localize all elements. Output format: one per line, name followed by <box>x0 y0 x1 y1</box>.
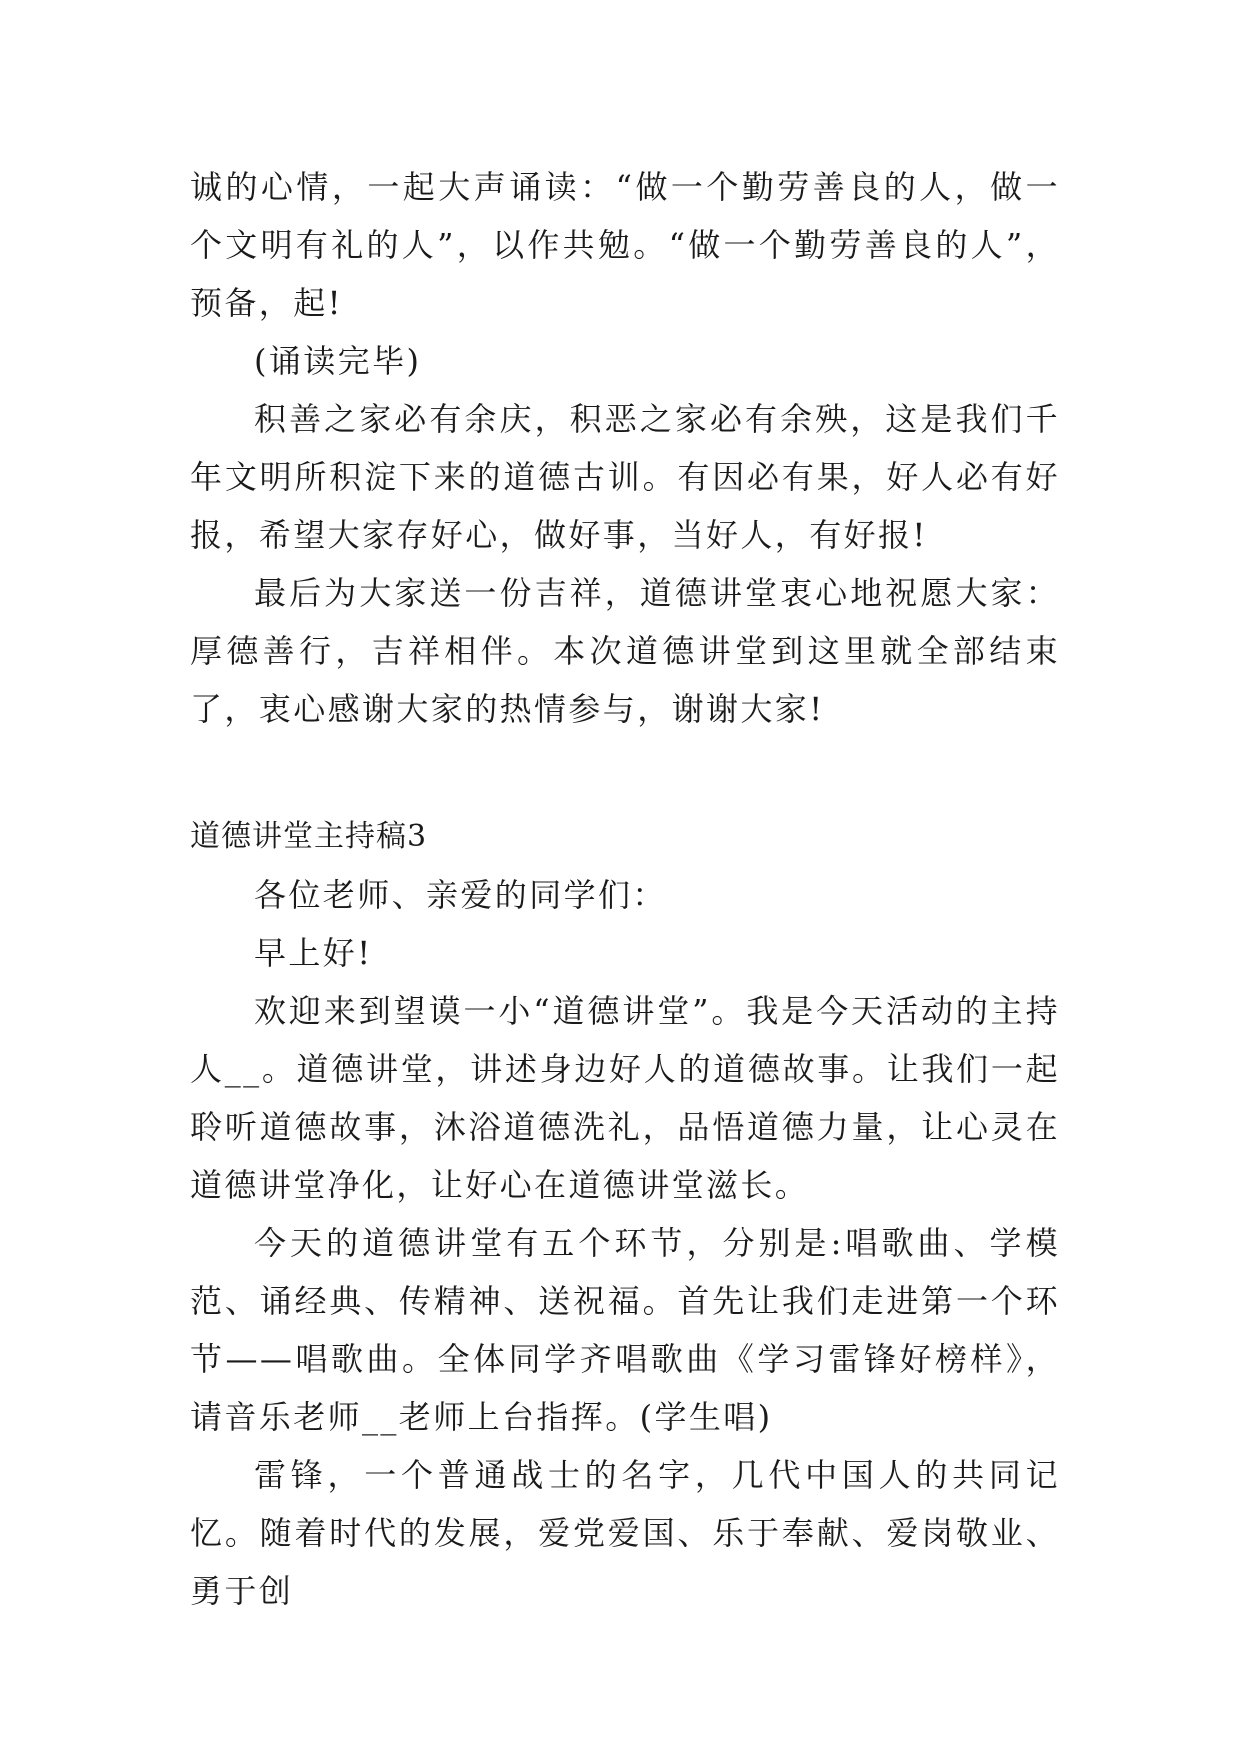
paragraph-moral-proverb: 积善之家必有余庆，积恶之家必有余殃，这是我们千年文明所积淀下来的道德古训。有因必有果，好人必有好报，希望大家存好心，做好事，当好人，有好报! <box>190 400 1060 554</box>
document-body <box>190 158 1060 1620</box>
paragraph-greeting-audience: 各位老师、亲爱的同学们： <box>254 876 667 914</box>
section-heading: 道德讲堂主持稿3 <box>190 819 428 854</box>
paragraph-program-segments: 今天的道德讲堂有五个环节，分别是:唱歌曲、学模范、诵经典、传精神、送祝福。首先让我们走进第一个环节——唱歌曲。全体同学齐唱歌曲《学习雷锋好榜样》，请音乐老师__老师上台指挥。(学生唱) <box>190 1224 1060 1436</box>
paragraph-closing-blessing: 最后为大家送一份吉祥，道德讲堂衷心地祝愿大家：厚德善行，吉祥相伴。本次道德讲堂到这里就全部结束了，衷心感谢大家的热情参与，谢谢大家! <box>190 574 1060 728</box>
paragraph-lei-feng: 雷锋，一个普通战士的名字，几代中国人的共同记忆。随着时代的发展，爱党爱国、乐于奉献、爱岗敬业、勇于创 <box>190 1456 1060 1610</box>
paragraph-recitation-note: (诵读完毕) <box>254 342 422 380</box>
paragraph-continuation: 诚的心情，一起大声诵读：“做一个勤劳善良的人，做一个文明有礼的人”，以作共勉。“做一个勤劳善良的人”，预备，起! <box>190 168 1060 322</box>
paragraph-good-morning: 早上好! <box>254 934 373 972</box>
paragraph-welcome: 欢迎来到望谟一小“道德讲堂”。我是今天活动的主持人__。道德讲堂，讲述身边好人的道德故事。让我们一起聆听道德故事，沐浴道德洗礼，品悟道德力量，让心灵在道德讲堂净化，让好心在道德讲堂滋长。 <box>190 992 1060 1204</box>
